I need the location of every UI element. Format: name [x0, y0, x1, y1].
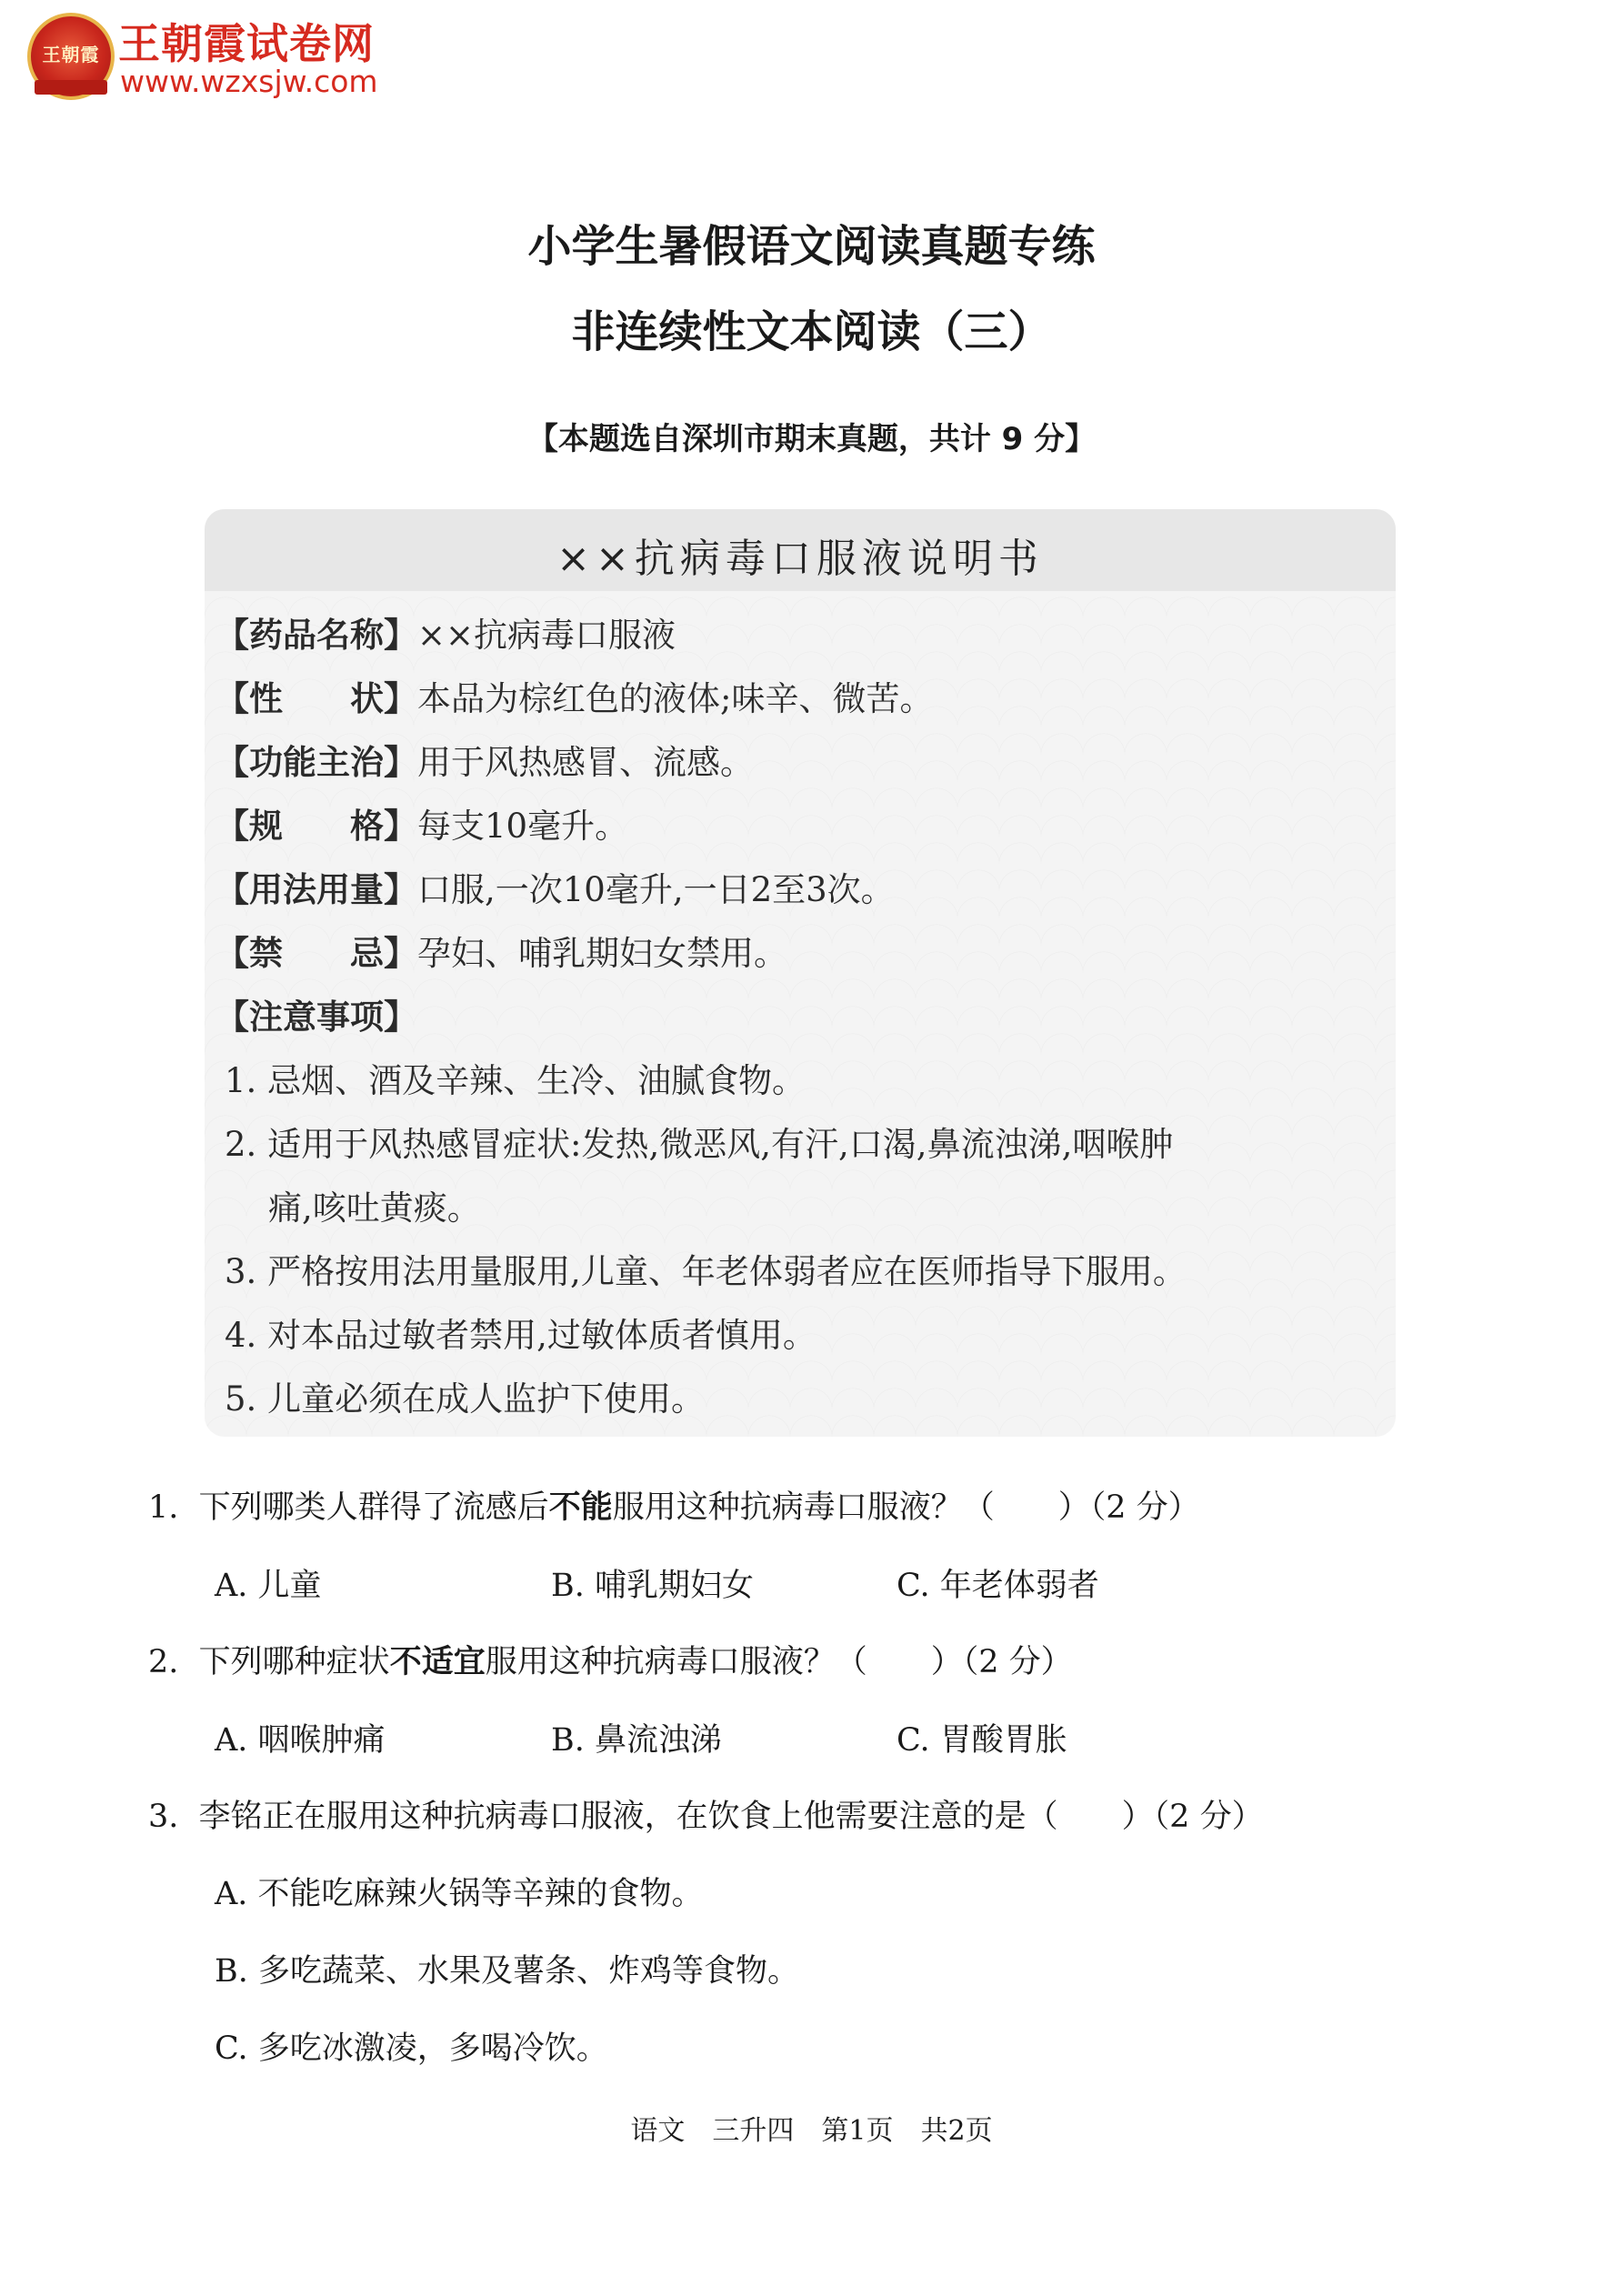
- field-label: 【功能主治】: [215, 743, 417, 782]
- field-indications: [215, 735, 754, 784]
- question-text: 下列哪类人群得了流感后: [198, 1489, 549, 1526]
- field-value: 本品为棕红色的液体;味辛、微苦。: [417, 679, 934, 718]
- medicine-instructions-panel: [205, 509, 1396, 1437]
- field-value: 每支10毫升。: [417, 807, 629, 846]
- page-title: 小学生暑假语文阅读真题专练: [527, 221, 1096, 272]
- note-item: 3. 严格按用法用量服用,儿童、年老体弱者应在医师指导下服用。: [225, 1252, 1187, 1291]
- question-3: [148, 1791, 1264, 1837]
- note-item: 2. 适用于风热感冒症状:发热,微恶风,有汗,口渴,鼻流浊涕,咽喉肿: [225, 1125, 1174, 1164]
- field-contraindications: [215, 926, 787, 975]
- question-emphasis: 不适宜: [389, 1644, 486, 1680]
- field-value: 口服,一次10毫升,一日2至3次。: [417, 870, 895, 909]
- field-label: 【药品名称】: [215, 616, 417, 655]
- logo-url: www.wzxsjw.com: [120, 64, 378, 99]
- question-1: [148, 1482, 1200, 1528]
- logo-name: 王朝霞试卷网: [118, 19, 375, 68]
- field-label: 【用法用量】: [215, 870, 417, 909]
- logo-ribbon: [35, 80, 107, 95]
- question-text-tail: 服用这种抗病毒口服液？（ ）（2 分）: [612, 1489, 1200, 1526]
- field-properties: [215, 671, 933, 720]
- field-label: 【规 格】: [215, 807, 417, 846]
- field-label: 【禁 忌】: [215, 934, 417, 973]
- question-text: 下列哪种症状: [198, 1644, 390, 1680]
- note-item: 4. 对本品过敏者禁用,过敏体质者慎用。: [225, 1316, 817, 1355]
- question-text: 李铭正在服用这种抗病毒口服液，在饮食上他需要注意的是（ ）（2 分）: [198, 1799, 1264, 1835]
- field-value: 用于风热感冒、流感。: [417, 743, 754, 782]
- option-1b[interactable]: B. 哺乳期妇女: [551, 1568, 754, 1604]
- note-item: 1. 忌烟、酒及辛辣、生冷、油腻食物。: [225, 1061, 806, 1100]
- question-text-tail: 服用这种抗病毒口服液？（ ）（2 分）: [485, 1644, 1073, 1680]
- notes-heading: [215, 989, 417, 1038]
- page-footer: 语文 三升四 第1页 共2页: [630, 2115, 993, 2147]
- page-subtitle: 非连续性文本阅读（三）: [571, 306, 1052, 357]
- note-item: 5. 儿童必须在成人监护下使用。: [225, 1379, 706, 1419]
- question-2: [148, 1637, 1073, 1682]
- option-2c[interactable]: C. 胃酸胃胀: [897, 1722, 1067, 1759]
- option-1a[interactable]: A. 儿童: [215, 1568, 322, 1604]
- question-number: 2.: [148, 1644, 179, 1680]
- panel-title: ××抗病毒口服液说明书: [556, 536, 1044, 582]
- field-label: 【性 状】: [215, 679, 417, 718]
- logo-seal-text: 王朝霞: [42, 44, 100, 65]
- option-3c[interactable]: C. 多吃冰激凌，多喝冷饮。: [215, 2030, 608, 2067]
- source-note: 【本题选自深圳市期末真题，共计 9 分】: [526, 421, 1097, 457]
- option-2a[interactable]: A. 咽喉肿痛: [215, 1722, 386, 1759]
- option-2b[interactable]: B. 鼻流浊涕: [551, 1722, 722, 1759]
- option-3b[interactable]: B. 多吃蔬菜、水果及薯条、炸鸡等食物。: [215, 1953, 799, 1990]
- field-dosage: [215, 862, 895, 911]
- field-value: 孕妇、哺乳期妇女禁用。: [417, 934, 787, 973]
- field-name: [215, 607, 676, 657]
- note-item-continued: 痛,咳吐黄痰。: [268, 1188, 481, 1228]
- option-1c[interactable]: C. 年老体弱者: [897, 1568, 1099, 1604]
- field-specification: [215, 798, 628, 847]
- question-number: 1.: [148, 1489, 179, 1526]
- option-3a[interactable]: A. 不能吃麻辣火锅等辛辣的食物。: [215, 1876, 704, 1912]
- field-value: ××抗病毒口服液: [417, 616, 676, 655]
- question-number: 3.: [148, 1799, 179, 1835]
- notes-label: 【注意事项】: [215, 998, 417, 1037]
- question-emphasis: 不能: [548, 1489, 613, 1526]
